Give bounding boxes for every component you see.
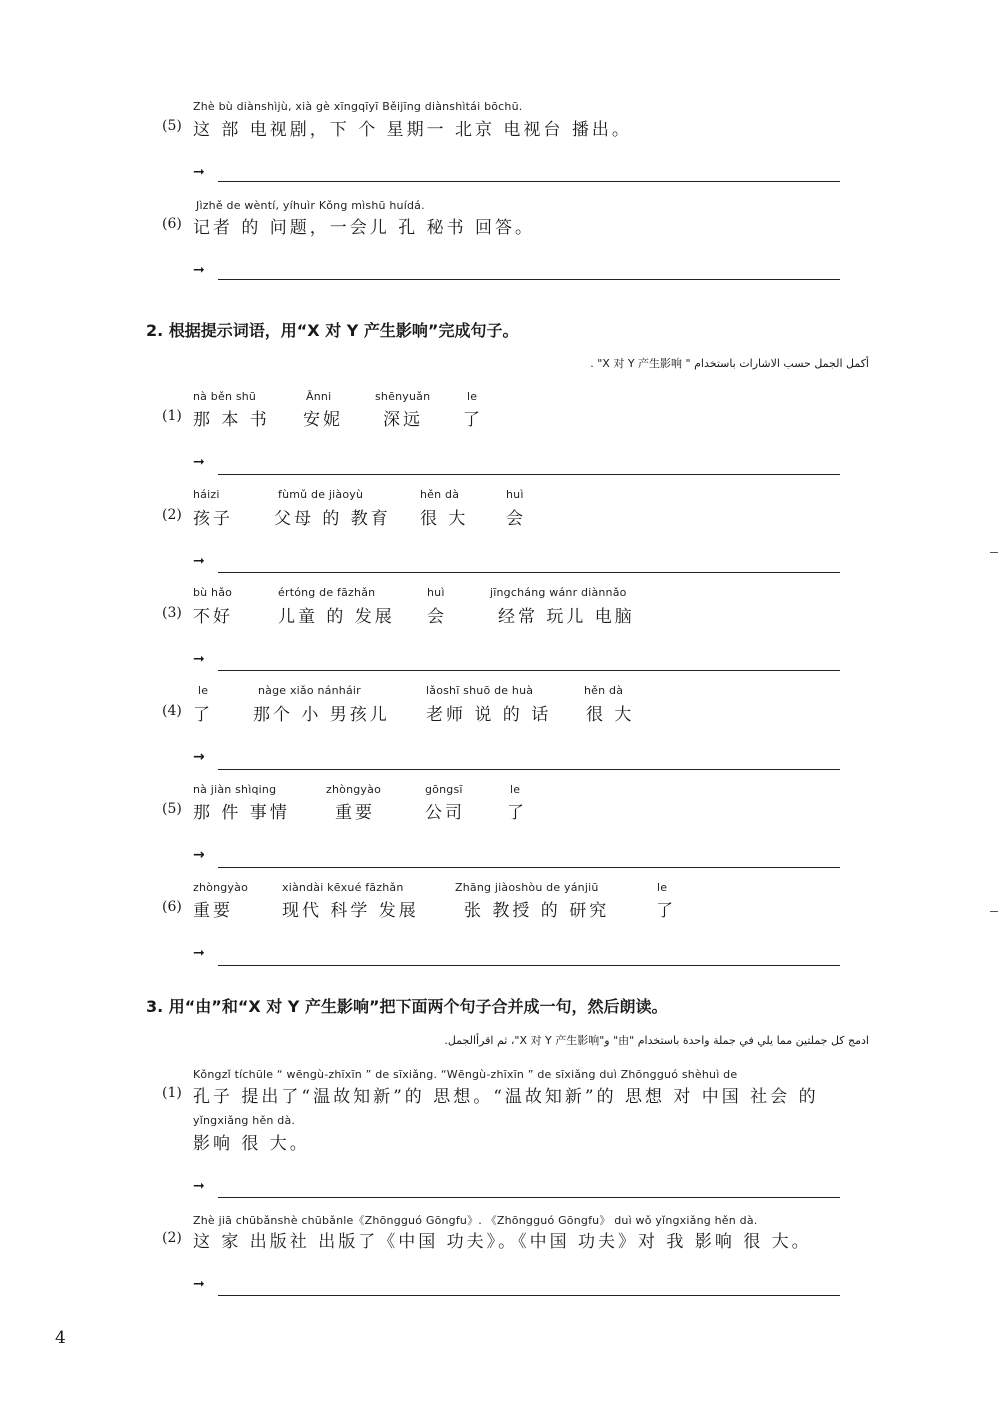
s2-item5-word-4: 了 bbox=[507, 803, 527, 823]
s1-item5-pinyin: Zhè bù diànshìjù, xià gè xīngqīyī Běijīng diànshìtái bōchū. bbox=[193, 100, 523, 113]
s2-item2-pinyin-3: hěn dà bbox=[420, 488, 460, 501]
s2-item1-pinyin-1: nà běn shū bbox=[193, 390, 257, 403]
s2-item3-pinyin-4: jīngcháng wánr diànnǎo bbox=[490, 586, 627, 599]
s3-item1-answer-line[interactable] bbox=[218, 1197, 840, 1198]
s2-item1-pinyin-4: le bbox=[467, 390, 478, 403]
margin-tick bbox=[990, 911, 998, 912]
s2-item4-answer-line[interactable] bbox=[218, 769, 840, 770]
s2-item6-answer-line[interactable] bbox=[218, 965, 840, 966]
s1-item6-hanzi: 记者 的 问题，一会儿 孔 秘书 回答。 bbox=[193, 218, 536, 238]
s2-item3-pinyin-2: értóng de fāzhǎn bbox=[278, 586, 376, 599]
s2-item2-pinyin-2: fùmǔ de jiàoyù bbox=[278, 488, 364, 501]
s2-item5-pinyin-2: zhòngyào bbox=[326, 783, 382, 796]
s2-item5-word-3: 公司 bbox=[425, 803, 465, 823]
s3-item1-number: (1) bbox=[162, 1085, 182, 1101]
s2-item2-answer-line[interactable] bbox=[218, 572, 840, 573]
s2-item6-word-1: 重要 bbox=[193, 901, 233, 921]
s2-item1-pinyin-3: shēnyuǎn bbox=[375, 390, 431, 403]
s2-item4-word-1: 了 bbox=[193, 705, 213, 725]
s3-item1-hanzi-line2: 影响 很 大。 bbox=[193, 1134, 310, 1154]
arrow-icon: ➞ bbox=[193, 945, 205, 961]
arrow-icon: ➞ bbox=[193, 164, 205, 180]
margin-tick bbox=[990, 552, 998, 553]
page-number: 4 bbox=[55, 1328, 66, 1348]
s1-item6-answer-line[interactable] bbox=[218, 279, 840, 280]
s3-item2-number: (2) bbox=[162, 1230, 182, 1246]
s2-item3-word-4: 经常 玩儿 电脑 bbox=[498, 607, 635, 627]
s2-item3-word-2: 儿童 的 发展 bbox=[278, 607, 395, 627]
s2-item2-pinyin-1: háizi bbox=[193, 488, 220, 501]
s2-item3-number: (3) bbox=[162, 605, 182, 621]
s3-item2-hanzi: 这 家 出版社 出版了《中国 功夫》。《中国 功夫》对 我 影响 很 大。 bbox=[193, 1232, 812, 1252]
s2-item1-pinyin-2: Ānni bbox=[306, 390, 332, 403]
s2-item6-word-3: 张 教授 的 研究 bbox=[464, 901, 610, 921]
s2-item5-pinyin-1: nà jiàn shìqing bbox=[193, 783, 277, 796]
arrow-icon: ➞ bbox=[193, 262, 205, 278]
s2-item2-word-1: 孩子 bbox=[193, 509, 233, 529]
s1-item5-hanzi: 这 部 电视剧，下 个 星期一 北京 电视台 播出。 bbox=[193, 120, 632, 140]
arrow-icon: ➞ bbox=[193, 454, 205, 470]
s2-item5-pinyin-4: le bbox=[510, 783, 521, 796]
s2-item1-word-3: 深远 bbox=[383, 410, 423, 430]
s2-item4-word-2: 那个 小 男孩儿 bbox=[253, 705, 390, 725]
arrow-icon: → bbox=[193, 749, 205, 765]
s3-item1-pinyin-line2: yǐngxiǎng hěn dà. bbox=[193, 1114, 296, 1127]
s1-item5-number: (5) bbox=[162, 118, 182, 134]
s1-item6-pinyin: Jìzhě de wèntí, yíhuìr Kǒng mìshū huídá. bbox=[196, 199, 425, 212]
s2-item4-pinyin-1: le bbox=[198, 684, 209, 697]
s1-item6-number: (6) bbox=[162, 216, 182, 232]
s2-item6-pinyin-4: le bbox=[657, 881, 668, 894]
s3-item1-pinyin: Kǒngzǐ tíchūle “ wēngù-zhīxīn ” de sīxiǎng. “Wēngù-zhīxīn ” de sīxiǎng duì Zhōngguó shèhuì de bbox=[193, 1068, 738, 1081]
s2-item1-word-4: 了 bbox=[463, 410, 483, 430]
arrow-icon: ➞ bbox=[193, 1178, 205, 1194]
s2-item4-word-4: 很 大 bbox=[586, 705, 635, 725]
s2-item6-word-2: 现代 科学 发展 bbox=[282, 901, 419, 921]
s2-item1-number: (1) bbox=[162, 408, 182, 424]
s2-item3-pinyin-3: huì bbox=[427, 586, 445, 599]
section3-heading: 3. 用“由”和“X 对 Y 产生影响”把下面两个句子合并成一句，然后朗读。 bbox=[146, 997, 668, 1016]
s2-item5-number: (5) bbox=[162, 801, 182, 817]
s2-item5-answer-line[interactable] bbox=[218, 867, 840, 868]
s2-item3-word-1: 不好 bbox=[193, 607, 233, 627]
s2-item4-pinyin-4: hěn dà bbox=[584, 684, 624, 697]
s2-item2-word-2: 父母 的 教育 bbox=[274, 509, 391, 529]
s2-item6-word-4: 了 bbox=[656, 901, 676, 921]
arrow-icon: ➞ bbox=[193, 1276, 205, 1292]
s2-item5-word-2: 重要 bbox=[335, 803, 375, 823]
section2-heading: 2. 根据提示词语，用“X 对 Y 产生影响”完成句子。 bbox=[146, 321, 519, 340]
arrow-icon: ➞ bbox=[193, 651, 205, 667]
s2-item3-answer-line[interactable] bbox=[218, 670, 840, 671]
s2-item6-pinyin-3: Zhāng jiàoshòu de yánjiū bbox=[455, 881, 599, 894]
s2-item1-word-2: 安妮 bbox=[303, 410, 343, 430]
s2-item4-number: (4) bbox=[162, 703, 182, 719]
s2-item6-number: (6) bbox=[162, 899, 182, 915]
arrow-icon: → bbox=[193, 847, 205, 863]
s2-item6-pinyin-2: xiàndài kēxué fāzhǎn bbox=[282, 881, 404, 894]
s1-item5-answer-line[interactable] bbox=[218, 181, 840, 182]
arrow-icon: ➞ bbox=[193, 553, 205, 569]
s2-item1-word-1: 那 本 书 bbox=[193, 410, 270, 430]
s2-item1-answer-line[interactable] bbox=[218, 474, 840, 475]
s2-item3-word-3: 会 bbox=[427, 607, 447, 627]
s2-item6-pinyin-1: zhòngyào bbox=[193, 881, 249, 894]
section3-arabic-instruction: ادمج كل جملتين مما يلي في جملة واحدة باستخدام "由" و"X 对 Y 产生影响"، ثم اقرأالجمل. bbox=[444, 1034, 869, 1047]
s2-item2-pinyin-4: huì bbox=[506, 488, 524, 501]
s2-item2-word-3: 很 大 bbox=[420, 509, 469, 529]
s2-item2-word-4: 会 bbox=[506, 509, 526, 529]
section2-arabic-instruction: أكمل الجمل حسب الاشارات باستخدام " X 对 Y 产生影响" . bbox=[590, 357, 869, 370]
s2-item4-pinyin-2: nàge xiǎo nánháir bbox=[258, 684, 361, 697]
s2-item2-number: (2) bbox=[162, 507, 182, 523]
s3-item2-answer-line[interactable] bbox=[218, 1295, 840, 1296]
s3-item1-hanzi: 孔子 提出了“温故知新”的 思想。“温故知新”的 思想 对 中国 社会 的 bbox=[193, 1087, 819, 1107]
s2-item5-word-1: 那 件 事情 bbox=[193, 803, 290, 823]
s2-item4-pinyin-3: lǎoshī shuō de huà bbox=[426, 684, 534, 697]
s2-item4-word-3: 老师 说 的 话 bbox=[426, 705, 552, 725]
s2-item3-pinyin-1: bù hǎo bbox=[193, 586, 233, 599]
s3-item2-pinyin: Zhè jiā chūbǎnshè chūbǎnle《Zhōngguó Gōngfu》. 《Zhōngguó Gōngfu》 duì wǒ yǐngxiǎng hěn dà. bbox=[193, 1214, 758, 1227]
s2-item5-pinyin-3: gōngsī bbox=[425, 783, 463, 796]
